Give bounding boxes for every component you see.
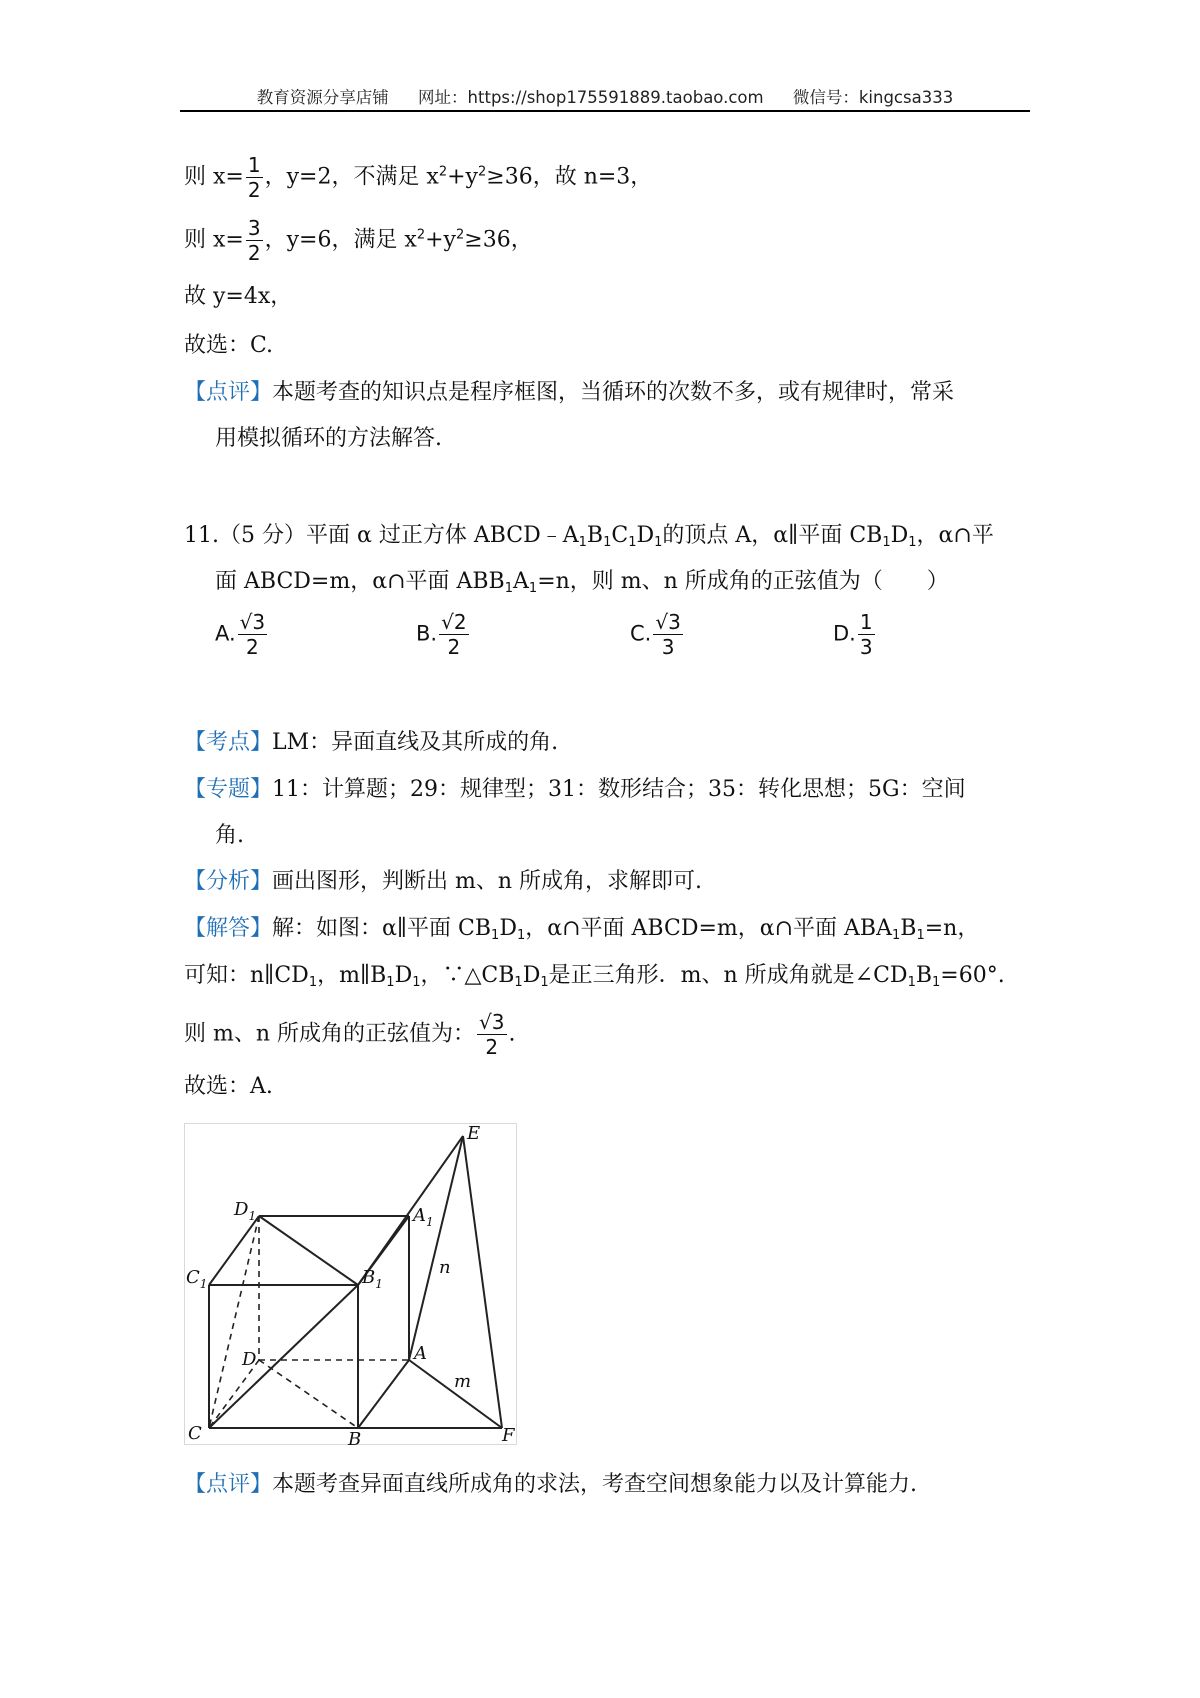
prev-comment-1: 【点评】本题考查的知识点是程序框图，当循环的次数不多，或有规律时，常采 [184,380,955,405]
prev-comment-2: 用模拟循环的方法解答. [215,426,442,451]
label-D1: $D_1$ [234,1199,257,1223]
prev-line-1: 则 x= $\frac{1}{2}$ ，y=2，不满足 $x^2+y^2\ge 36$，故 n=3， [184,153,653,202]
label-A: A [414,1343,427,1364]
option-a: A. $\frac{√3}{2}$ [215,610,266,659]
label-B1: $B_1$ [362,1267,383,1291]
jieda-line-2: 可知：$n\parallel CD_1$，$m\parallel B_1D_1$，$\because\triangle CB_1D_1$是正三角形．m、n 所成角就是$\angle CD_1B_1=60^\circ$. [184,963,1005,990]
option-c: C. $\frac{√3}{3}$ [630,610,681,659]
label-m: m [454,1371,472,1392]
prev-line-3: 故 y=4x， [184,284,293,309]
jieda-line-3: 则 m、n 所成角的正弦值为： $\frac{√3}{2}$ . [184,1010,516,1059]
fraction: $\frac{3}{2}$ [247,216,261,265]
header-shop: 教育资源分享店铺 [256,88,389,107]
question-line-2: 面 ABCD=m，α∩平面 $ABB_1A_1=n$，则 m、n 所成角的正弦值为（ ） [215,569,949,596]
jieda-tag: 【解答】 [184,916,273,941]
label-C: C [188,1423,202,1444]
question-line-1: 11.（5 分）平面 α 过正方体 $ABCD﹣A_1B_1C_1D_1$的顶点 A，α∥平面 $CB_1D_1$，α∩平 [184,523,994,550]
header-wechat: 微信号：kingcsa333 [792,88,954,107]
zhuanti-line-1: 【专题】11：计算题；29：规律型；31：数形结合；35：转化思想；5G：空间 [184,777,966,802]
comment-tag: 【点评】 [184,1472,273,1497]
fenxi-tag: 【分析】 [184,869,273,894]
option-d: D. $\frac{1}{3}$ [833,610,873,659]
fraction: $\frac{1}{2}$ [247,153,261,202]
zhuanti-line-2: 角. [215,823,244,848]
label-F: F [502,1425,515,1445]
kaodian-tag: 【考点】 [184,730,273,755]
fraction: $\frac{√3}{2}$ [479,1010,505,1059]
page-header [180,84,1030,108]
label-A1: $A_1$ [413,1205,434,1229]
option-b: B. $\frac{√2}{2}$ [416,610,467,659]
prev-line-2: 则 x= $\frac{3}{2}$ ，y=6，满足 $x^2+y^2\ge 36$， [184,216,533,265]
cube-figure [184,1123,517,1445]
prev-answer: 故选：C. [184,333,274,358]
comment-tag: 【点评】 [184,380,273,405]
header-rule [180,110,1030,112]
label-B: B [348,1429,362,1445]
label-C1: $C_1$ [186,1267,208,1291]
jieda-answer: 故选：A. [184,1074,273,1099]
label-n: n [439,1257,451,1278]
final-comment: 【点评】本题考查异面直线所成角的求法，考查空间想象能力以及计算能力. [184,1472,918,1497]
label-D: D [242,1349,257,1370]
zhuanti-tag: 【专题】 [184,777,273,802]
label-E: E [467,1123,481,1144]
kaodian-line: 【考点】LM：异面直线及其所成的角. [184,730,559,755]
header-url: 网址：https://shop175591889.taobao.com [418,88,764,107]
jieda-line-1: 【解答】解：如图：α∥平面 $CB_1D_1$，α∩平面 ABCD=m，α∩平面 $ABA_1B_1=n$， [184,916,980,943]
fenxi-line: 【分析】画出图形，判断出 m、n 所成角，求解即可. [184,869,703,894]
